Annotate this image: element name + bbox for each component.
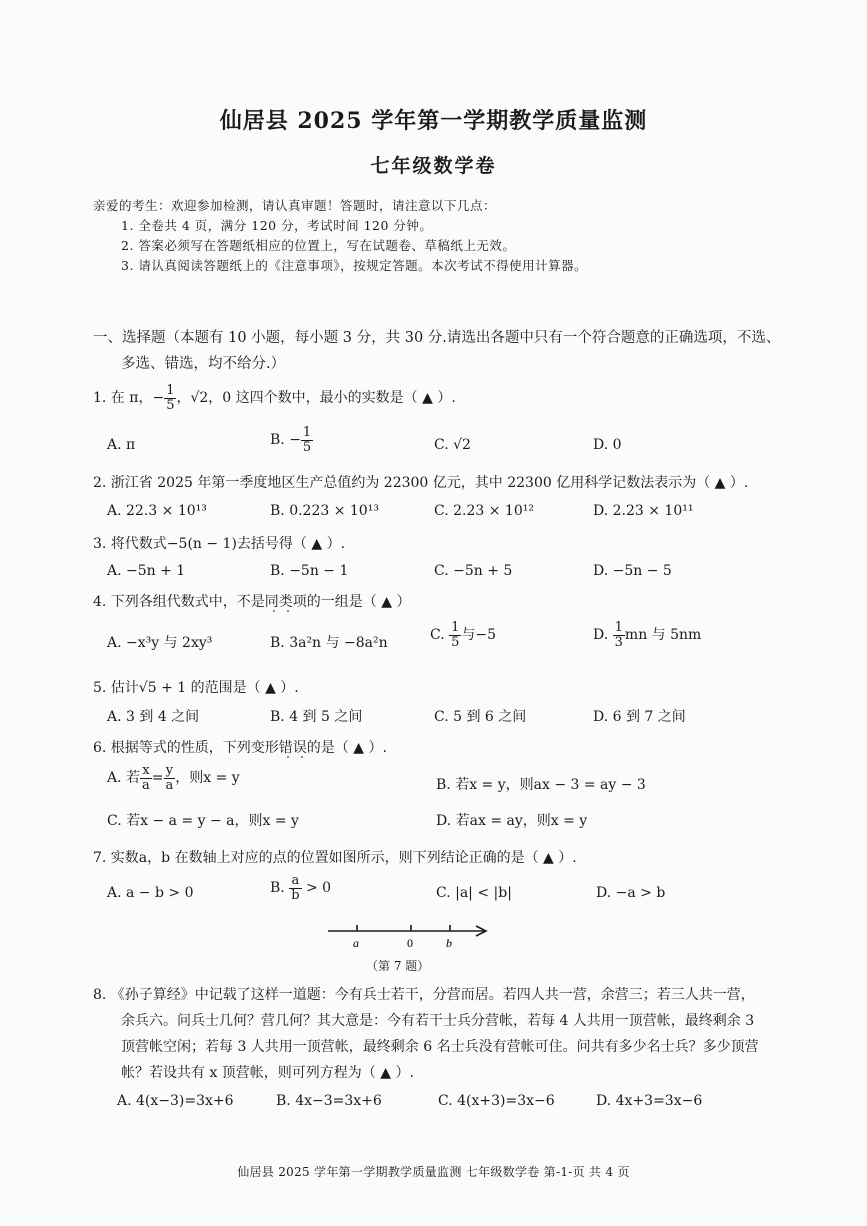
q3-option-b[interactable]: B. −5n − 1	[270, 563, 349, 579]
q5-option-b[interactable]: B. 4 到 5 之间	[270, 709, 363, 725]
q8-option-c[interactable]: C. 4(x+3)=3x−6	[438, 1093, 555, 1109]
q4-option-d[interactable]	[593, 621, 701, 649]
q3-option-c[interactable]: C. −5n + 5	[434, 563, 513, 579]
question-8-line2: 余兵六。问兵士几何？营几何？其大意是：今有若干士兵分营帐，若每 4 人共用一顶营帐，最终剩余 3	[121, 1013, 755, 1029]
q8-option-b[interactable]: B. 4x−3=3x+6	[276, 1093, 382, 1109]
label-b: b	[446, 936, 452, 950]
q7-option-b[interactable]	[270, 874, 331, 902]
notice-item-2: 2. 答案必须写在答题纸相应的位置上，写在试题卷、草稿纸上无效。	[121, 238, 516, 253]
q6-a-eq: =	[151, 770, 164, 787]
question-8-line3: 顶营帐空闲；若每 3 人共用一顶营帐，最终剩余 6 名士兵没有营帐可住。问共有多少名士兵？多少顶营	[121, 1039, 759, 1055]
emphasis-dot	[287, 610, 289, 612]
notice-greeting: 亲爱的考生：欢迎参加检测，请认真审题！答题时，请注意以下几点：	[93, 198, 497, 213]
q4-c-prefix: C.	[430, 627, 445, 644]
q1-suffix: ，√2，0 这四个数中，最小的实数是（ ▲ ）.	[176, 390, 456, 407]
page-title: 仙居县 2025 学年第一学期教学质量监测	[219, 108, 648, 134]
q4-option-a[interactable]: A. −x³y 与 2xy³	[107, 635, 213, 651]
q7-b-prefix: B.	[270, 880, 285, 897]
q6-option-c[interactable]: C. 若x − a = y − a，则x = y	[107, 813, 299, 829]
q4-c-suffix: 与−5	[461, 627, 497, 644]
q1-option-d[interactable]: D. 0	[593, 437, 622, 453]
q1-option-a[interactable]: A. π	[107, 437, 136, 453]
q6-option-b[interactable]: B. 若x = y，则ax − 3 = ay − 3	[436, 777, 646, 793]
q5-option-a[interactable]: A. 3 到 4 之间	[107, 709, 200, 725]
question-4: 4. 下列各组代数式中，不是同类项的一组是（ ▲ ）	[93, 594, 411, 610]
q1-fraction	[164, 384, 176, 412]
q4-option-b[interactable]: B. 3a²n 与 −8a²n	[270, 635, 388, 651]
q7-b-suffix: > 0	[305, 880, 332, 897]
q4-c-num: 1	[451, 620, 460, 635]
q5-option-c[interactable]: C. 5 到 6 之间	[434, 709, 527, 725]
q2-option-a[interactable]: A. 22.3 × 10¹³	[107, 503, 207, 519]
q7-b-den: b	[291, 887, 300, 903]
q4-d-num: 1	[614, 620, 623, 635]
q1-option-c[interactable]: C. √2	[434, 437, 471, 453]
q6-option-a[interactable]	[107, 764, 240, 792]
q6-a-num2: y	[164, 764, 176, 779]
section-heading-cont: 多选、错选，均不给分.）	[121, 356, 286, 372]
number-line-figure	[326, 918, 494, 952]
question-7: 7. 实数a，b 在数轴上对应的点的位置如图所示，则下列结论正确的是（ ▲ ）.	[93, 850, 577, 866]
q7-option-c[interactable]: C. |a| < |b|	[436, 885, 512, 901]
q6-a-num1: x	[140, 764, 152, 779]
notice-item-3: 3. 请认真阅读答题纸上的《注意事项》，按规定答题。本次考试不得使用计算器。	[121, 258, 588, 273]
question-8-line1: 8. 《孙子算经》中记载了这样一道题：今有兵士若干，分营而居。若四人共一营，余营三；若三人共一营，	[93, 987, 755, 1003]
q3-option-d[interactable]: D. −5n − 5	[593, 563, 672, 579]
emphasis-dot	[301, 756, 303, 758]
q6-a-den1: a	[142, 777, 150, 793]
q4-d-suffix: mn 与 5nm	[624, 627, 702, 644]
label-a: a	[353, 936, 359, 950]
q2-option-b[interactable]: B. 0.223 × 10¹³	[270, 503, 379, 519]
q1-b-den: 5	[302, 439, 312, 455]
q7-option-d[interactable]: D. −a > b	[596, 885, 666, 901]
q7-b-fraction	[289, 874, 301, 902]
q5-option-d[interactable]: D. 6 到 7 之间	[593, 709, 686, 725]
q4-d-prefix: D.	[593, 627, 609, 644]
figure-caption: （第 7 题）	[366, 959, 430, 973]
question-2: 2. 浙江省 2025 年第一季度地区生产总值约为 22300 亿元，其中 22300 亿用科学记数法表示为（ ▲ ）.	[93, 475, 749, 491]
emphasis-dot	[287, 756, 289, 758]
q7-option-a[interactable]: A. a − b > 0	[107, 885, 194, 901]
question-6: 6. 根据等式的性质，下列变形错误的是（ ▲ ）.	[93, 740, 387, 756]
q3-option-a[interactable]: A. −5n + 1	[107, 563, 186, 579]
question-8-line4: 帐？若设共有 x 顶营帐，则可列方程为（ ▲ ）.	[121, 1065, 414, 1081]
q7-b-num: a	[289, 874, 301, 889]
q1-b-prefix: B. −	[270, 432, 301, 449]
page-subtitle: 七年级数学卷	[370, 155, 497, 177]
question-1	[93, 384, 456, 412]
q4-option-c[interactable]	[430, 621, 496, 649]
q6-option-d[interactable]: D. 若ax = ay，则x = y	[436, 813, 588, 829]
emphasis-dot	[273, 610, 275, 612]
question-3: 3. 将代数式−5(n − 1)去括号得（ ▲ ）.	[93, 536, 346, 552]
q6-a-den2: a	[165, 777, 174, 793]
q6-a-frac1	[140, 764, 152, 792]
q1-b-fraction	[301, 426, 313, 454]
page-footer: 仙居县 2025 学年第一学期教学质量监测 七年级数学卷 第-1-页 共 4 页	[237, 1165, 630, 1179]
q1-b-num: 1	[302, 425, 312, 440]
q2-option-d[interactable]: D. 2.23 × 10¹¹	[593, 503, 694, 519]
q1-frac-num: 1	[166, 383, 175, 398]
q4-c-den: 5	[451, 634, 460, 650]
q4-d-fraction	[613, 621, 625, 649]
q8-option-a[interactable]: A. 4(x−3)=3x+6	[117, 1093, 234, 1109]
notice-item-1: 1. 全卷共 4 页，满分 120 分，考试时间 120 分钟。	[121, 218, 433, 233]
q1-frac-den: 5	[166, 397, 175, 413]
q4-c-fraction	[449, 621, 461, 649]
q1-prefix: 1. 在 π，−	[93, 390, 165, 407]
label-zero: 0	[407, 936, 413, 950]
question-5: 5. 估计√5 + 1 的范围是（ ▲ ）.	[93, 680, 299, 696]
q4-d-den: 3	[614, 634, 623, 650]
q8-option-d[interactable]: D. 4x+3=3x−6	[596, 1093, 703, 1109]
q6-a-prefix: A. 若	[107, 770, 141, 787]
q6-a-suffix: ，则x = y	[175, 770, 240, 787]
q1-option-b[interactable]	[270, 426, 313, 454]
q2-option-c[interactable]: C. 2.23 × 10¹²	[434, 503, 534, 519]
q6-a-frac2	[164, 764, 176, 792]
section-heading: 一、选择题（本题有 10 小题，每小题 3 分，共 30 分.请选出各题中只有一个符合题意的正确选项，不选、	[93, 330, 781, 346]
